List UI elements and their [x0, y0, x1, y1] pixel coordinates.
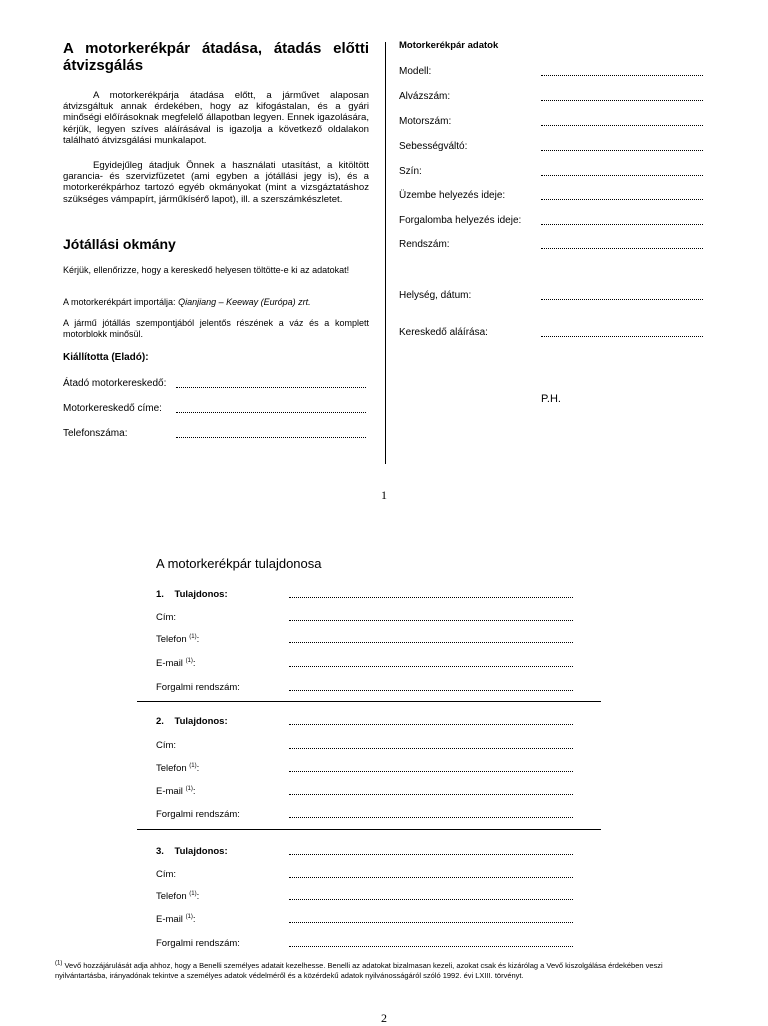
footnote-text: Vevő hozzájárulását adja ahhoz, hogy a Benelli személyes adatait kezelhesse. Benelli az adatokat bizalmasan kezeli, azokat csak és kizárólag a Vevő kiszolgálása érdekében veszi nyilvántartásba, irányadónak tekintve a személyes adatok védelméről és a közérdekű adatok nyilvánosságáról szóló 1992. évi LXIII. törvényt.	[55, 961, 663, 980]
dealer-phone-label: Telefonszáma:	[63, 428, 128, 439]
owner-2-email-field[interactable]	[289, 794, 573, 795]
documents-paragraph: Egyidejűleg átadjuk Önnek a használati utasítást, a kitöltött garancia- és szervizfüzetet (ami egyben a jótállási jegy is), és a motorkerékpárhoz tartozó egyéb okmányokat (mint a vizsgáztatáshoz szükséges vámpapírt, járműkísérő lapot), ill. a szerszámkészletet.	[63, 160, 369, 205]
warranty-title: Jótállási okmány	[63, 236, 176, 252]
owner-3-heading: 3. Tulajdonos:	[156, 846, 228, 857]
owner-1-email-label: E-mail $^{(1)}$:	[156, 657, 196, 669]
owner-3-plate-label: Forgalmi rendszám:	[156, 938, 240, 949]
owner-3-email-field[interactable]	[289, 922, 573, 923]
owner-2-plate-label: Forgalmi rendszám:	[156, 809, 240, 820]
owner-1-heading: 1. Tulajdonos:	[156, 589, 228, 600]
dealer-signature-field[interactable]	[541, 336, 703, 337]
owner-divider-2	[137, 829, 601, 830]
commissioning-date-field[interactable]	[541, 199, 703, 200]
place-date-label: Helység, dátum:	[399, 290, 472, 301]
color-field[interactable]	[541, 175, 703, 176]
owner-1-plate-label: Forgalmi rendszám:	[156, 682, 240, 693]
owner-3-address-label: Cím:	[156, 869, 177, 880]
owner-3-email-label: E-mail $^{(1)}$:	[156, 913, 196, 925]
dealer-address-field[interactable]	[176, 412, 366, 413]
moto-data-title: Motorkerékpár adatok	[399, 40, 499, 51]
owner-2-address-label: Cím:	[156, 740, 177, 751]
page-title: A motorkerékpár átadása, átadás előtti átvizsgálás	[63, 40, 369, 74]
engine-number-label: Motorszám:	[399, 116, 452, 127]
owner-3-name-field[interactable]	[289, 854, 573, 855]
stamp-placeholder: P.H.	[541, 393, 561, 405]
owner-3-phone-field[interactable]	[289, 899, 573, 900]
owner-1-address-label: Cím:	[156, 612, 177, 623]
footnote-marker: (1)	[55, 960, 63, 967]
owner-1-phone-label: Telefon $^{(1)}$:	[156, 633, 200, 645]
gearbox-field[interactable]	[541, 150, 703, 151]
owner-1-email-field[interactable]	[289, 666, 573, 667]
registration-date-label: Forgalomba helyezés ideje:	[399, 215, 522, 226]
owner-2-plate-field[interactable]	[289, 817, 573, 818]
owner-1-name-field[interactable]	[289, 597, 573, 598]
owner-3-plate-field[interactable]	[289, 946, 573, 947]
dealer-address-label: Motorkereskedő címe:	[63, 403, 162, 414]
chassis-number-field[interactable]	[541, 100, 703, 101]
column-divider	[385, 42, 386, 464]
owner-1-phone-field[interactable]	[289, 642, 573, 643]
chassis-number-label: Alvázszám:	[399, 91, 451, 102]
dealer-phone-field[interactable]	[176, 437, 366, 438]
page-number-1: 1	[381, 488, 387, 502]
color-label: Szín:	[399, 166, 422, 177]
owner-1-address-field[interactable]	[289, 620, 573, 621]
gearbox-label: Sebességváltó:	[399, 141, 468, 152]
owner-3-address-field[interactable]	[289, 877, 573, 878]
engine-number-field[interactable]	[541, 125, 703, 126]
owner-2-heading: 2. Tulajdonos:	[156, 716, 228, 727]
privacy-footnote	[55, 961, 707, 981]
owner-section-title: A motorkerékpár tulajdonosa	[156, 556, 322, 571]
dealer-signature-label: Kereskedő aláírása:	[399, 327, 488, 338]
page-number-2: 2	[381, 1011, 387, 1025]
importer-line	[63, 297, 369, 308]
owner-2-address-field[interactable]	[289, 748, 573, 749]
warranty-scope: A jármű jótállás szempontjából jelentős részének a váz és a komplett motorblokk minősül.	[63, 318, 369, 339]
owner-2-phone-label: Telefon $^{(1)}$:	[156, 762, 200, 774]
importer-value: Qianjiang – Keeway (Európa) zrt.	[178, 297, 311, 307]
owner-1-plate-field[interactable]	[289, 690, 573, 691]
model-label: Modell:	[399, 66, 432, 77]
owner-3-phone-label: Telefon $^{(1)}$:	[156, 890, 200, 902]
dealer-name-field[interactable]	[176, 387, 366, 388]
importer-label: A motorkerékpárt importálja:	[63, 297, 176, 307]
place-date-field[interactable]	[541, 299, 703, 300]
dealer-name-label: Átadó motorkereskedő:	[63, 378, 167, 389]
commissioning-date-label: Üzembe helyezés ideje:	[399, 190, 506, 201]
owner-2-phone-field[interactable]	[289, 771, 573, 772]
owner-divider-1	[137, 701, 601, 702]
issued-by-label: Kiállította (Eladó):	[63, 352, 149, 363]
plate-label: Rendszám:	[399, 239, 450, 250]
intro-paragraph: A motorkerékpárja átadása előtt, a járművet alaposan átvizsgáltuk annak érdekében, hogy az kifogástalan, és a gyári minőségi előírásoknak megfelelő állapotban legyen. Ennek igazolására, kérjük, legyen szíves aláírásával is igazolja a következő oldalakon található átvizsgálási munkalapot.	[63, 90, 369, 146]
owner-2-name-field[interactable]	[289, 724, 573, 725]
plate-field[interactable]	[541, 248, 703, 249]
check-text: Kérjük, ellenőrizze, hogy a kereskedő helyesen töltötte-e ki az adatokat!	[63, 265, 350, 275]
model-field[interactable]	[541, 75, 703, 76]
owner-2-email-label: E-mail $^{(1)}$:	[156, 785, 196, 797]
registration-date-field[interactable]	[541, 224, 703, 225]
